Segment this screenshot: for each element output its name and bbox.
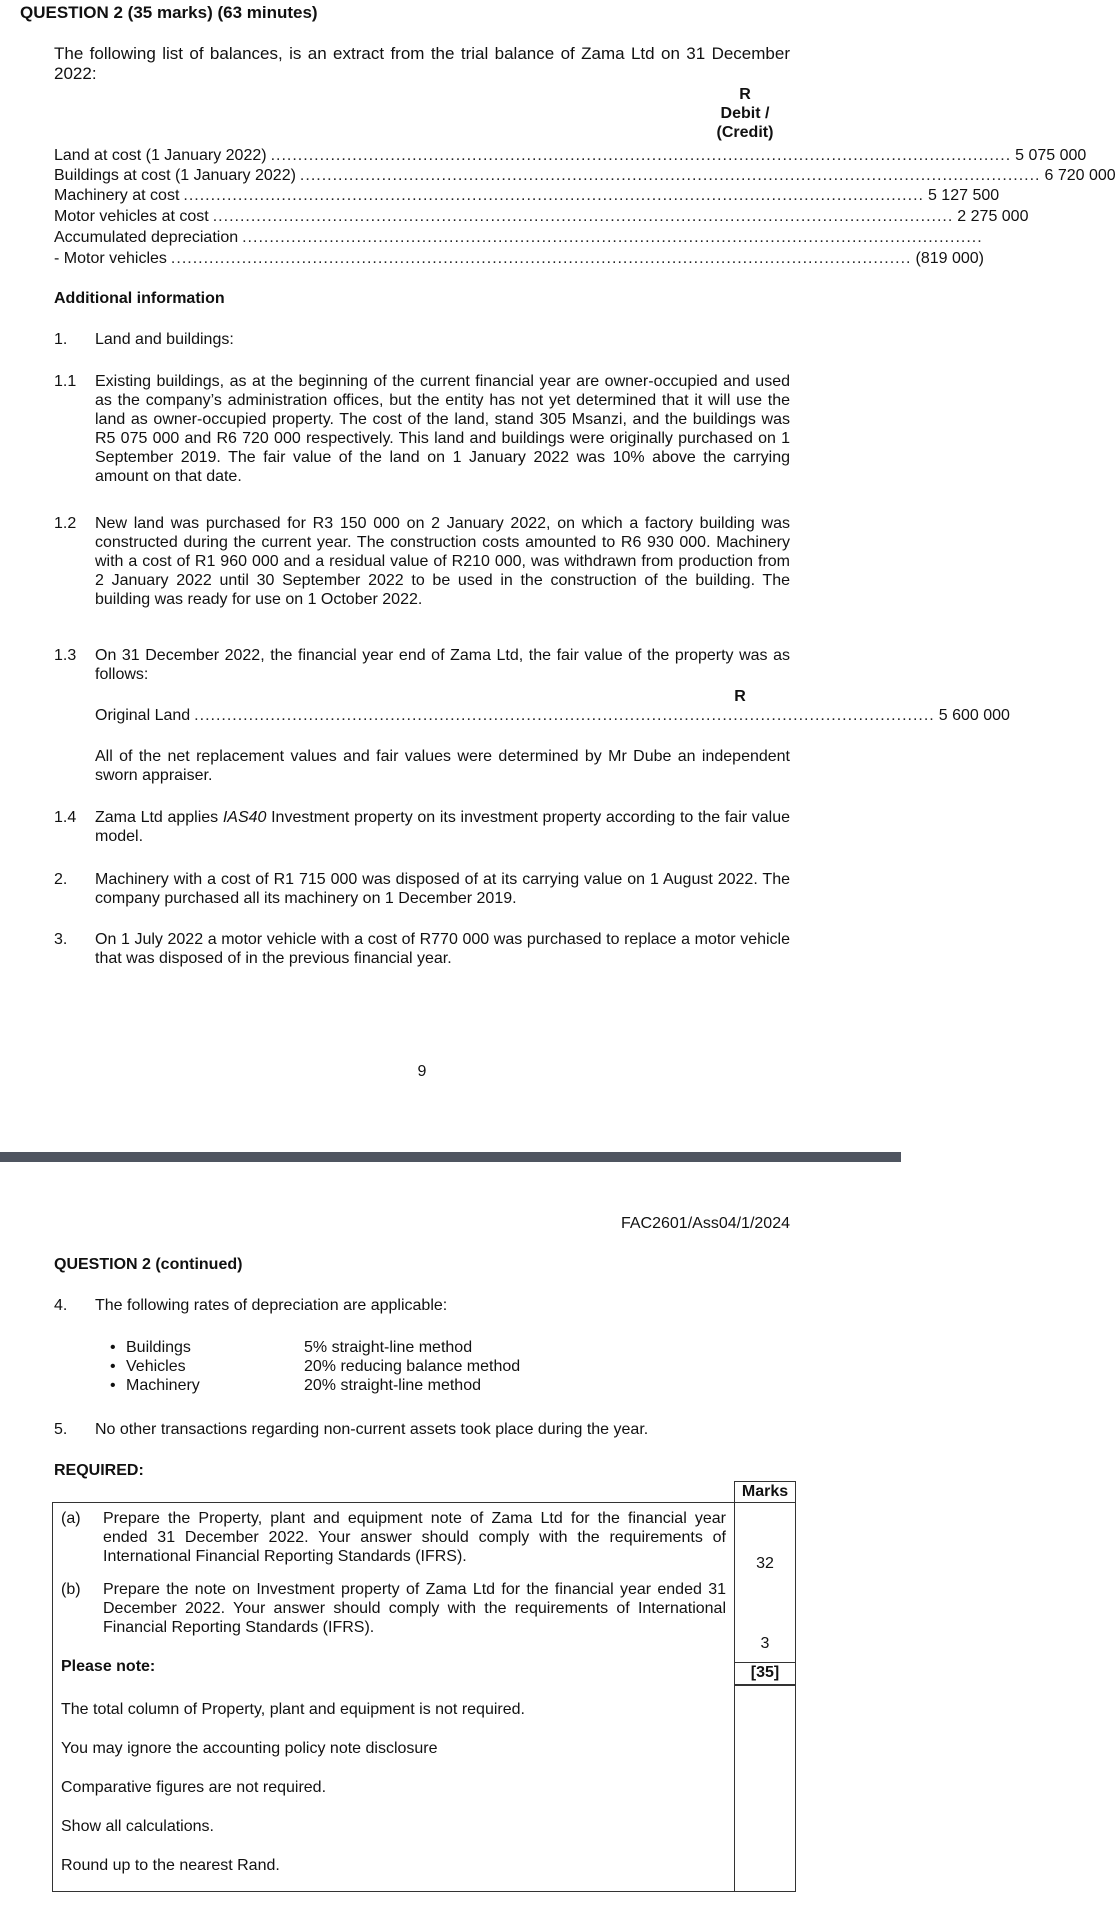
please-note-heading: Please note: bbox=[61, 1658, 156, 1675]
balance-label: Land at cost (1 January 2022) bbox=[54, 147, 267, 164]
note-line: Comparative figures are not required. bbox=[61, 1779, 327, 1796]
dot-leader: ........................................................................................................................................ bbox=[270, 147, 1012, 164]
item-number: 1.2 bbox=[54, 515, 77, 532]
required-table bbox=[52, 1481, 796, 1892]
bullet-icon: • bbox=[110, 1339, 116, 1356]
item-text-part: Zama Ltd applies bbox=[95, 809, 223, 826]
item-text: The following rates of depreciation are applicable: bbox=[95, 1297, 448, 1314]
continued-title: QUESTION 2 (continued) bbox=[54, 1256, 243, 1273]
item-text-part: Investment property on its investment property according to the fair value model. bbox=[95, 809, 790, 845]
bullet-icon: • bbox=[110, 1377, 116, 1394]
rate-value: 20% straight-line method bbox=[304, 1377, 481, 1394]
balance-row bbox=[54, 228, 983, 248]
balance-column-header bbox=[700, 85, 790, 142]
standard-reference: IAS40 bbox=[222, 809, 267, 826]
item-number: 1.3 bbox=[54, 647, 77, 664]
fair-value-amount: 5 600 000 bbox=[938, 707, 1010, 724]
column-currency: R bbox=[739, 86, 751, 103]
note-line: You may ignore the accounting policy note disclosure bbox=[61, 1740, 438, 1757]
item-number: 1.1 bbox=[54, 373, 77, 390]
balance-value: 6 720 000 bbox=[1044, 167, 1116, 184]
balance-value: 2 275 000 bbox=[957, 208, 1029, 225]
item-number: 4. bbox=[54, 1297, 68, 1314]
rate-item bbox=[110, 1338, 520, 1357]
marks-cell bbox=[735, 1503, 796, 1663]
item-number: 5. bbox=[54, 1421, 68, 1438]
balance-label: Motor vehicles at cost bbox=[54, 208, 209, 225]
item-text: Land and buildings: bbox=[95, 331, 234, 348]
rate-item bbox=[110, 1357, 520, 1376]
marks-total: [35] bbox=[735, 1663, 796, 1685]
additional-info-heading: Additional information bbox=[54, 290, 225, 307]
balance-label: Machinery at cost bbox=[54, 187, 180, 204]
task-b bbox=[61, 1580, 726, 1637]
task-text: Prepare the note on Investment property of Zama Ltd for the financial year ended 31 December 2022. Your answer should comply with the requirements of International Financial Reporting Standards (IFRS). bbox=[103, 1581, 726, 1636]
note-line: The total column of Property, plant and equipment is not required. bbox=[61, 1701, 525, 1718]
task-text: Prepare the Property, plant and equipment note of Zama Ltd for the financial year ended 31 December 2022. Your answer should comply with the requirements of International Financial Reporting Standards (IFRS). bbox=[103, 1510, 726, 1565]
rate-asset: Machinery bbox=[126, 1377, 200, 1394]
item-number: 1. bbox=[54, 331, 68, 348]
item-text: Existing buildings, as at the beginning of the current financial year are owner-occupied and used as the company’s administration offices, but the entity has not yet determined that it will use the land as owner-occupied property. The cost of the land, stand 305 Msanzi, and the buildings was R5 075 000 and R6 720 000 respectively. This land and buildings were originally purchased on 1 September 2019. The fair value of the land on 1 January 2022 was 10% above the carrying amount on that date. bbox=[95, 373, 790, 485]
item-number: 1.4 bbox=[54, 809, 77, 826]
item-text: On 1 July 2022 a motor vehicle with a cost of R770 000 was purchased to replace a motor vehicle that was disposed of in the previous financial year. bbox=[95, 931, 790, 967]
dot-leader: ........................................................................................................................................ bbox=[299, 167, 1041, 184]
task-label: (a) bbox=[61, 1510, 81, 1527]
fair-value-row bbox=[95, 706, 1010, 726]
column-debit: Debit / bbox=[720, 105, 770, 122]
balance-row bbox=[54, 249, 984, 269]
item-text: No other transactions regarding non-current assets took place during the year. bbox=[95, 1421, 649, 1438]
document-reference: FAC2601/Ass04/1/2024 bbox=[620, 1215, 790, 1232]
rate-value: 5% straight-line method bbox=[304, 1339, 473, 1356]
dot-leader: ........................................................................................................................................ bbox=[183, 187, 924, 204]
dot-leader: ........................................................................................................................................ bbox=[242, 229, 983, 246]
balance-label: - Motor vehicles bbox=[54, 250, 167, 267]
rates-list bbox=[110, 1338, 520, 1395]
marks-blank bbox=[735, 1685, 796, 1892]
item-number: 3. bbox=[54, 931, 68, 948]
balance-row bbox=[54, 146, 1087, 166]
marks-b: 3 bbox=[760, 1635, 770, 1652]
page-divider bbox=[0, 1152, 901, 1162]
item-text: All of the net replacement values and fair values were determined by Mr Dube an independent sworn appraiser. bbox=[95, 748, 790, 784]
fair-value-label: Original Land bbox=[95, 707, 191, 724]
rate-value: 20% reducing balance method bbox=[304, 1358, 521, 1375]
task-label: (b) bbox=[61, 1581, 81, 1598]
balance-row bbox=[54, 166, 1116, 186]
rate-item bbox=[110, 1376, 520, 1395]
bullet-icon: • bbox=[110, 1358, 116, 1375]
note-line: Round up to the nearest Rand. bbox=[61, 1857, 280, 1874]
balance-value: (819 000) bbox=[915, 250, 984, 267]
marks-header: Marks bbox=[735, 1482, 796, 1503]
rate-asset: Buildings bbox=[126, 1339, 191, 1356]
column-credit: (Credit) bbox=[716, 124, 774, 141]
item-text: On 31 December 2022, the financial year end of Zama Ltd, the fair value of the property was as follows: bbox=[95, 647, 790, 683]
dot-leader: ........................................................................................................................................ bbox=[170, 250, 912, 267]
dot-leader: ........................................................................................................................................ bbox=[194, 707, 935, 724]
marks-a: 32 bbox=[756, 1555, 774, 1572]
page-number: 9 bbox=[417, 1063, 427, 1080]
fair-value-column-header: R bbox=[734, 688, 746, 705]
balance-value: 5 127 500 bbox=[927, 187, 1000, 204]
balance-label: Buildings at cost (1 January 2022) bbox=[54, 167, 296, 184]
question-title: QUESTION 2 (35 marks) (63 minutes) bbox=[20, 3, 318, 22]
item-text: New land was purchased for R3 150 000 on 2 January 2022, on which a factory building was constructed during the current year. The construction costs amounted to R6 930 000. Machinery with a cost of R1 960 000 and a residual value of R210 000, was withdrawn from production from 2 January 2022 until 30 September 2022 to be used in the construction of the building. The building was ready for use on 1 October 2022. bbox=[95, 515, 790, 608]
item-text bbox=[95, 808, 790, 846]
note-line: Show all calculations. bbox=[61, 1818, 214, 1835]
balance-label: Accumulated depreciation bbox=[54, 229, 239, 246]
item-text: Machinery with a cost of R1 715 000 was disposed of at its carrying value on 1 August 2022. The company purchased all its machinery on 1 December 2019. bbox=[95, 871, 790, 907]
intro-text: The following list of balances, is an extract from the trial balance of Zama Ltd on 31 December 2022: bbox=[54, 44, 790, 83]
required-tasks-cell bbox=[53, 1503, 735, 1892]
rate-asset: Vehicles bbox=[126, 1358, 186, 1375]
required-header-blank bbox=[53, 1482, 735, 1503]
balance-value: 5 075 000 bbox=[1015, 147, 1087, 164]
balance-row bbox=[54, 186, 1000, 206]
task-a bbox=[61, 1509, 726, 1566]
dot-leader: ........................................................................................................................................ bbox=[212, 208, 954, 225]
required-heading: REQUIRED: bbox=[54, 1462, 144, 1479]
item-number: 2. bbox=[54, 871, 68, 888]
balance-row bbox=[54, 207, 1029, 227]
